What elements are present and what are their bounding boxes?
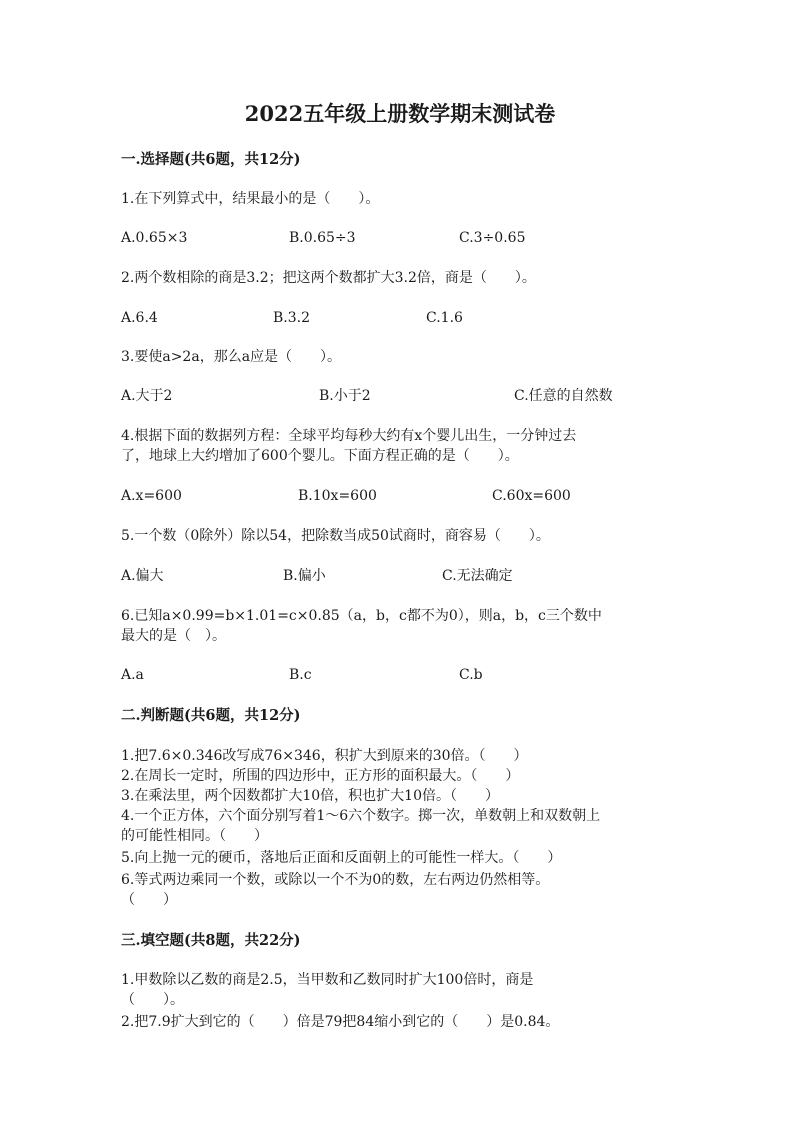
option-a: A.x=600	[121, 488, 182, 504]
option-c: C.任意的自然数	[514, 388, 613, 404]
option-a: A.大于2	[121, 388, 173, 404]
option-b: B.偏小	[283, 568, 326, 584]
fill-line: 1.甲数除以乙数的商是2.5，当甲数和乙数同时扩大100倍时，商是	[121, 972, 534, 988]
question-1: 1.在下列算式中，结果最小的是（ ）。	[121, 191, 380, 207]
question-5: 5.一个数（0除外）除以54，把除数当成50试商时，商容易（ ）。	[121, 528, 550, 544]
option-a: A.0.65×3	[121, 230, 188, 246]
option-b: B.3.2	[273, 310, 311, 326]
fill-line: 2.把7.9扩大到它的（ ）倍是79把84缩小到它的（ ）是0.84。	[121, 1014, 560, 1030]
question-4-line-1: 4.根据下面的数据列方程：全球平均每秒大约有x个婴儿出生，一分钟过去	[121, 428, 577, 444]
question-6-line-1: 6.已知a×0.99=b×1.01=c×0.85（a，b，c都不为0），则a，b，c三个数中	[121, 608, 602, 624]
judge-line: 2.在周长一定时，所围的四边形中，正方形的面积最大。（ ）	[121, 768, 520, 784]
option-c: C.60x=600	[492, 488, 571, 504]
question-3: 3.要使a>2a，那么a应是（ ）。	[121, 349, 342, 365]
option-c: C.无法确定	[442, 568, 513, 584]
section-heading-choice: 一.选择题(共6题，共12分)	[121, 151, 301, 168]
option-c: C.3÷0.65	[459, 230, 526, 246]
option-c: C.1.6	[426, 310, 463, 326]
question-6-line-2: 最大的是（ ）。	[121, 628, 226, 644]
fill-line: （ ）。	[121, 992, 184, 1008]
option-b: B.10x=600	[298, 488, 377, 504]
section-heading-fill: 三.填空题(共8题，共22分)	[121, 932, 301, 949]
option-c: C.b	[459, 667, 483, 683]
option-b: B.0.65÷3	[289, 230, 356, 246]
option-b: B.小于2	[319, 388, 371, 404]
section-heading-judge: 二.判断题(共6题，共12分)	[121, 707, 301, 724]
question-2: 2.两个数相除的商是3.2；把这两个数都扩大3.2倍，商是（ ）。	[121, 270, 536, 286]
judge-line: 4.一个正方体，六个面分别写着1～6六个数字。掷一次，单数朝上和双数朝上	[121, 808, 601, 824]
judge-line: 5.向上抛一元的硬币，落地后正面和反面朝上的可能性一样大。（ ）	[121, 850, 562, 866]
option-b: B.c	[289, 667, 312, 683]
question-4-line-2: 了，地球上大约增加了600个婴儿。下面方程正确的是（ ）。	[121, 448, 519, 464]
judge-line: 1.把7.6×0.346改写成76×346，积扩大到原来的30倍。（ ）	[121, 748, 528, 764]
judge-line: 6.等式两边乘同一个数，或除以一个不为0的数，左右两边仍然相等。	[121, 872, 550, 888]
judge-line: 3.在乘法里，两个因数都扩大10倍，积也扩大10倍。（ ）	[121, 788, 499, 804]
page-title: 2022五年级上册数学期末测试卷	[244, 101, 556, 126]
option-a: A.6.4	[121, 310, 158, 326]
option-a: A.a	[121, 667, 144, 683]
option-a: A.偏大	[121, 568, 164, 584]
judge-line: （ ）	[121, 892, 177, 908]
judge-line: 的可能性相同。（ ）	[121, 828, 268, 844]
